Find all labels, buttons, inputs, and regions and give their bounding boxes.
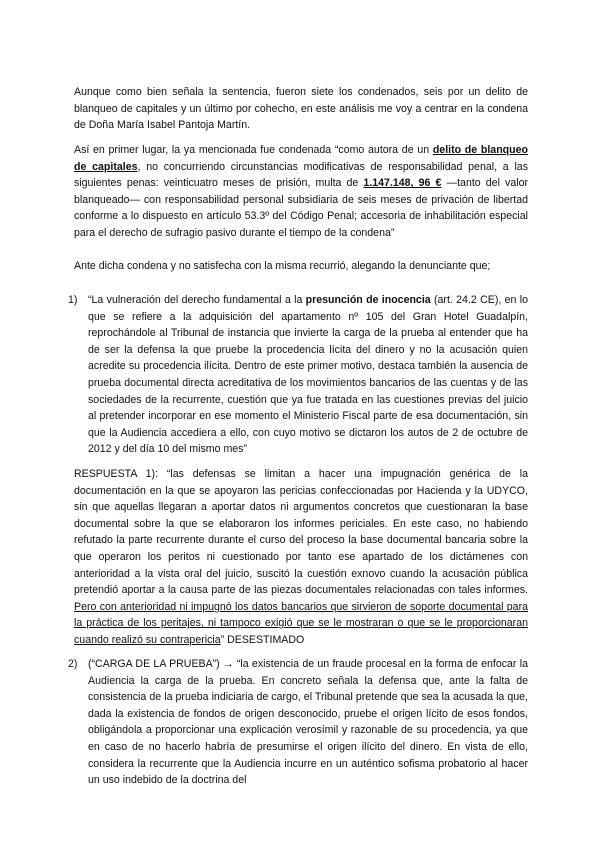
list-item-2-body: (“CARGA DE LA PRUEBA”) → “la existencia de un fraude procesal en la forma de enfocar la Audiencia la carga de la prueba. En concreto señala la defensa que, ante la falta de consistencia de la prueba indiciaria de cargo, el Tribunal pretende que sea la acusada la que, dada la existencia de fondos de origen desconocido, pruebe el origen lícito de esos fondos, obligándola a proporcionar una explicación verosímil y razonable de su procedencia, ya que en caso de no hacerlo habría de presumirse el origen ilícito del dinero. En vista de ello, considera la recurrente que la Audiencia incurre en un auténtico sofisma probatorio al hacer un uso indebido de la doctrina del (88, 658, 528, 787)
multa-amount: 1.147.148, 96 € (363, 177, 442, 190)
list-number-1: 1) (68, 294, 78, 306)
respuesta-text-c: ” DESESTIMADO (220, 633, 305, 646)
item1-text-c: (art. 24.2 CE), en lo que se refiere a la adquisición del apartamento nº 105 del Gran Hotel Guadalpín, reprochándole al Tribunal de instancia que invierte la carga de la prueba al entender que ha de ser la defensa la que pruebe la procedencia lícita del dinero y no la acusación quien acredite su procedencia ilícita. Dentro de este primer motivo, destaca también la ausencia de prueba documental directa acreditativa de los movimientos bancarios de las cuentas y de las sociedades de la recurrente, cuestión que ya fue tratada en las cuestiones previas del juicio al pretender incorporar en ese momento el Ministerio Fiscal parte de esa documentación, sin que la Audiencia accediera a ello, con cuyo motivo se dictaron los autos de 2 de octubre de 2012 y del día 10 del mismo mes” (88, 294, 528, 456)
list-item-2 (68, 656, 528, 789)
paragraph-recurso: Ante dicha condena y no satisfecha con la misma recurrió, alegando la denunciante que; (74, 260, 491, 272)
list-number-2: 2) (68, 658, 78, 670)
paragraph-intro: Aunque como bien señala la sentencia, fueron siete los condenados, seis por un delito de blanqueo de capitales y un último por cohecho, en este análisis me voy a centrar en la condena de Doña María Isabel Pantoja Martín. (74, 86, 528, 132)
list-item-1 (68, 292, 528, 458)
condena-text-c: , no concurriendo circunstancias modificativas de responsabilidad penal, a las siguientes penas: veinticuatro meses de prisión, multa de (74, 160, 528, 190)
presuncion-inocencia-emphasis: presunción de inocencia (305, 294, 431, 306)
paragraph-condena (74, 142, 528, 242)
list-item-1-body (88, 292, 528, 458)
item1-text-a: “La vulneración del derecho fundamental a la (88, 294, 306, 306)
condena-text-e: —tanto del valor blanqueado— con responsabilidad personal subsidiaria de seis meses de privación de libertad conforme a lo dispuesto en artículo 53.3º del Código Penal; accesoria de inhabilitación especial para el derecho de sufragio pasivo durante el tiempo de la condena” (74, 177, 528, 239)
delito-blanqueo-emphasis: delito de blanqueo de capitales (74, 144, 528, 173)
respuesta-underlined: Pero con anterioridad ni impugnó los datos bancarios que sirvieron de soporte documental para la práctica de los peritajes, ni tampoco exigió que se le mostraran o que se le proporcionaran cuando realizó su contrapericia (74, 600, 528, 646)
respuesta-text-a: RESPUESTA 1): “las defensas se limitan a hacer una impugnación genérica de la documentación en la que se apoyaron las pericias confeccionadas por Hacienda y la UDYCO, sin que aquellas llegaran a aportar datos ni argumentos concretos que cuestionaran la base documental sobre la que se elaboraron los informes periciales. En este caso, no habiendo refutado la parte recurrente durante el curso del proceso la base documental bancaria sobre la que operaron los peritos ni cuestionado por tanto ese apartado de los dictámenes con anterioridad a la vista oral del juicio, suscitó la cuestión exnovo cuando la acusación pública pretendió aportar a la causa parte de las piezas documentales relacionadas con tales informes. (74, 468, 528, 597)
condena-text-a: Así en primer lugar, la ya mencionada fue condenada “como autora de un (74, 144, 433, 156)
paragraph-respuesta-1 (74, 466, 528, 649)
